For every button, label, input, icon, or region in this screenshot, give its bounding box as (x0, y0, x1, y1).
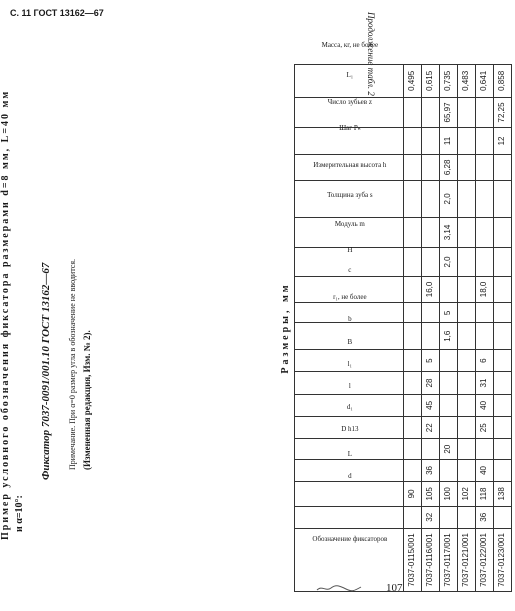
table-cell: 72,25 (494, 97, 512, 128)
table-cell: 118 (476, 482, 494, 506)
table-cell: 25 (476, 417, 494, 439)
table-cell (404, 181, 422, 218)
table-row (440, 65, 458, 592)
table-cell: 1,6 (440, 323, 458, 349)
table-cell (458, 128, 476, 154)
table-cell (404, 217, 422, 248)
table-cell (458, 323, 476, 349)
table-cell: 102 (458, 482, 476, 506)
table-cell (494, 248, 512, 276)
table-cell (404, 506, 422, 528)
table-cell (476, 181, 494, 218)
table-cell (476, 154, 494, 180)
table-cell: 0,735 (440, 65, 458, 98)
table-cell: 0,641 (476, 65, 494, 98)
table-cell: 2,0 (440, 181, 458, 218)
table-cell (422, 154, 440, 180)
table-cell: 2,0 (440, 248, 458, 276)
table-cell (422, 248, 440, 276)
table-cell (404, 394, 422, 416)
table-row (422, 65, 440, 592)
table-cell (458, 459, 476, 481)
table-cell (404, 459, 422, 481)
table-cell: 7037-0117/001 (440, 528, 458, 591)
table-cell: 7037-0115/001 (404, 528, 422, 591)
table-cell (404, 417, 422, 439)
table-cell (458, 394, 476, 416)
table-cell (458, 248, 476, 276)
table-cell (494, 181, 512, 218)
table-row (494, 65, 512, 592)
table-cell: 18,0 (476, 276, 494, 302)
table-cell (458, 417, 476, 439)
table-cell: 6,28 (440, 154, 458, 180)
table-cell: 0,495 (404, 65, 422, 98)
table-cell: 12 (494, 128, 512, 154)
table-cell: 6 (476, 349, 494, 371)
table-cell (440, 417, 458, 439)
table-header-label: b (347, 315, 352, 324)
table-cell (422, 303, 440, 323)
table-continuation-label: Продолжение табл. 2 (366, 12, 376, 96)
table-cell (494, 303, 512, 323)
table-cell (476, 97, 494, 128)
table-row (458, 65, 476, 592)
table-row (404, 65, 422, 592)
table-header-label: D h13 (340, 425, 359, 434)
table-cell (404, 439, 422, 459)
table-header-label: l (348, 382, 351, 391)
table-header-label: L₁ (346, 71, 353, 80)
table-header-label: Модуль m (334, 219, 365, 228)
table-header-label: Масса, кг, не более (321, 40, 378, 49)
table-cell (404, 128, 422, 154)
table-header-cell (295, 472, 404, 528)
table-cell (476, 323, 494, 349)
table-cell (458, 439, 476, 459)
table-cell (458, 217, 476, 248)
table-header-label: d (347, 472, 352, 481)
table-cell: 31 (476, 372, 494, 394)
table-cell: 32 (422, 506, 440, 528)
table-row (476, 65, 494, 592)
table-cell (440, 506, 458, 528)
table-cell (494, 154, 512, 180)
table-cell (440, 394, 458, 416)
table-cell (422, 97, 440, 128)
table-cell (422, 323, 440, 349)
table-cell (440, 459, 458, 481)
table-cell (458, 154, 476, 180)
table-cell: 0,615 (422, 65, 440, 98)
table-cell (458, 181, 476, 218)
page-number: 107 (386, 582, 403, 594)
table-title: Размеры, мм (280, 282, 291, 374)
table-header-label: Измерительная высота h (312, 160, 387, 169)
table-cell (494, 394, 512, 416)
table-cell: 20 (440, 439, 458, 459)
table-cell (494, 439, 512, 459)
example-designation: Фиксатор 7037-0091/001.10 ГОСТ 13162—67 (40, 262, 52, 480)
table-cell (494, 417, 512, 439)
table-cell (476, 217, 494, 248)
table-cell: 0,858 (494, 65, 512, 98)
table-cell: 90 (404, 482, 422, 506)
table-cell (494, 372, 512, 394)
table-cell (458, 276, 476, 302)
example-note: Примечание. При α=0 размер угла в обозначение не вводится. (68, 258, 77, 470)
table-cell: 22 (422, 417, 440, 439)
table-cell: 28 (422, 372, 440, 394)
table-cell (422, 181, 440, 218)
table-cell: 3,14 (440, 217, 458, 248)
table-cell (404, 372, 422, 394)
table-cell: 7037-0116/001 (422, 528, 440, 591)
table-cell (440, 349, 458, 371)
table-cell (458, 372, 476, 394)
table-cell: 65,97 (440, 97, 458, 128)
signature-scribble (316, 583, 362, 593)
table-cell: 138 (494, 482, 512, 506)
table-header-label: Толщина зуба s (326, 191, 373, 200)
table-cell: 45 (422, 394, 440, 416)
table-header-label: c (347, 266, 351, 275)
example-line-1: Пример условного обозначения фиксатора размерами d=8 мм, L=40 мм (0, 89, 11, 540)
table-cell (404, 154, 422, 180)
amendment-note: (Измененная редакция, Изм. № 2). (82, 330, 92, 470)
table-cell: 7037-0123/001 (494, 528, 512, 591)
table-cell (458, 303, 476, 323)
table-header-label: l₁ (347, 360, 352, 369)
example-line-2: и α=10°: (14, 495, 25, 532)
table-cell (476, 128, 494, 154)
table-cell: 40 (476, 394, 494, 416)
table-cell (404, 323, 422, 349)
table-cell (494, 459, 512, 481)
table-cell: 36 (422, 459, 440, 481)
table-cell: 7037-0122/001 (476, 528, 494, 591)
table-cell (458, 506, 476, 528)
table-cell: 100 (440, 482, 458, 506)
table-cell: 11 (440, 128, 458, 154)
table-cell (440, 276, 458, 302)
table-cell (440, 372, 458, 394)
table-cell (458, 349, 476, 371)
table-header-cell (295, 449, 404, 506)
table-header-label: Число зубьев z (327, 97, 372, 106)
table-header-label: Обозначение фиксаторов (312, 535, 387, 544)
table-cell: 5 (422, 349, 440, 371)
page-header: С. 11 ГОСТ 13162—67 (10, 8, 104, 18)
table-cell: 36 (476, 506, 494, 528)
table-cell: 7037-0121/001 (458, 528, 476, 591)
table-header-label: d₁ (346, 402, 353, 411)
table-cell: 16,0 (422, 276, 440, 302)
table-header-label: r₁, не более (332, 293, 367, 302)
table-cell: 0,483 (458, 65, 476, 98)
table-header-label: B (347, 337, 352, 346)
table-cell (494, 217, 512, 248)
table-cell (404, 97, 422, 128)
table-cell: 5 (440, 303, 458, 323)
table-cell (404, 349, 422, 371)
table-cell (422, 439, 440, 459)
table-cell (476, 439, 494, 459)
table-cell (494, 323, 512, 349)
table-cell (404, 248, 422, 276)
table-cell (422, 128, 440, 154)
table-cell (476, 303, 494, 323)
table-header-label: Шаг Pₙ (338, 124, 361, 133)
table-cell (404, 276, 422, 302)
table-cell (494, 349, 512, 371)
table-header-label: H (346, 246, 352, 255)
table-cell (422, 217, 440, 248)
table-cell: 105 (422, 482, 440, 506)
table-cell (494, 276, 512, 302)
table-cell (458, 97, 476, 128)
table-header-label: L (347, 449, 352, 458)
table-header-row (295, 65, 404, 592)
table-cell (476, 248, 494, 276)
table-cell: 40 (476, 459, 494, 481)
table-cell (404, 303, 422, 323)
table-cell (494, 506, 512, 528)
